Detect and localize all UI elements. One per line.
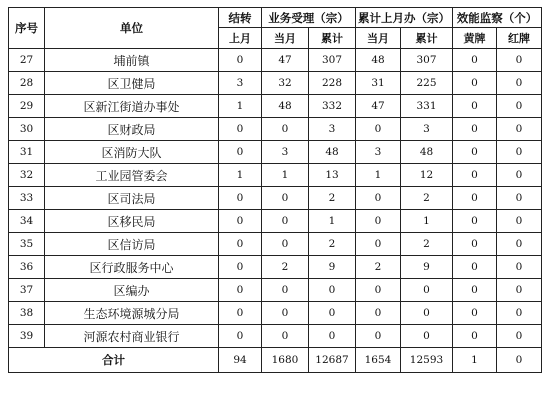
cell-done-cumulative: 2: [401, 233, 453, 256]
subheader-last-month: 上月: [219, 28, 262, 49]
cell-done-this-month: 0: [356, 187, 401, 210]
cell-business-this-month: 0: [262, 210, 309, 233]
cell-done-cumulative: 225: [401, 72, 453, 95]
header-carryover: 结转: [219, 8, 262, 28]
total-yellow-card: 1: [453, 348, 497, 373]
header-row-1: [9, 8, 542, 28]
cell-unit: 河源农村商业银行: [45, 325, 219, 348]
cell-carryover-last-month: 0: [219, 49, 262, 72]
cell-red-card: 0: [497, 279, 542, 302]
cell-business-cumulative: 2: [309, 187, 356, 210]
cell-yellow-card: 0: [453, 141, 497, 164]
cell-seq: 36: [9, 256, 45, 279]
cell-seq: 35: [9, 233, 45, 256]
cell-unit: 区编办: [45, 279, 219, 302]
table-row: [9, 256, 542, 279]
cell-done-cumulative: 12: [401, 164, 453, 187]
total-red-card: 0: [497, 348, 542, 373]
business-report-table: [8, 7, 542, 373]
subheader-red-card: 红牌: [497, 28, 542, 49]
table-row: [9, 187, 542, 210]
cell-business-this-month: 0: [262, 302, 309, 325]
cell-yellow-card: 0: [453, 302, 497, 325]
cell-yellow-card: 0: [453, 256, 497, 279]
cell-seq: 27: [9, 49, 45, 72]
subheader-yellow-card: 黄牌: [453, 28, 497, 49]
cell-seq: 38: [9, 302, 45, 325]
header-accumulated-done: 累计上月办（宗）: [356, 8, 453, 28]
cell-business-this-month: 0: [262, 187, 309, 210]
cell-red-card: 0: [497, 95, 542, 118]
cell-red-card: 0: [497, 256, 542, 279]
cell-red-card: 0: [497, 118, 542, 141]
report-table-container: [8, 7, 542, 373]
cell-carryover-last-month: 0: [219, 118, 262, 141]
cell-unit: 生态环境源城分局: [45, 302, 219, 325]
cell-seq: 32: [9, 164, 45, 187]
cell-business-cumulative: 9: [309, 256, 356, 279]
cell-yellow-card: 0: [453, 72, 497, 95]
header-seq: 序号: [9, 8, 45, 49]
table-row: [9, 95, 542, 118]
table-row: [9, 233, 542, 256]
cell-carryover-last-month: 0: [219, 210, 262, 233]
cell-unit: 区卫健局: [45, 72, 219, 95]
cell-red-card: 0: [497, 72, 542, 95]
cell-yellow-card: 0: [453, 279, 497, 302]
cell-business-this-month: 3: [262, 141, 309, 164]
cell-business-cumulative: 332: [309, 95, 356, 118]
table-row: [9, 164, 542, 187]
cell-business-cumulative: 13: [309, 164, 356, 187]
cell-business-this-month: 47: [262, 49, 309, 72]
cell-carryover-last-month: 0: [219, 187, 262, 210]
cell-business-cumulative: 0: [309, 325, 356, 348]
cell-business-this-month: 0: [262, 325, 309, 348]
subheader-this-month: 当月: [262, 28, 309, 49]
cell-carryover-last-month: 0: [219, 256, 262, 279]
cell-business-cumulative: 307: [309, 49, 356, 72]
cell-business-cumulative: 48: [309, 141, 356, 164]
cell-carryover-last-month: 0: [219, 279, 262, 302]
cell-red-card: 0: [497, 164, 542, 187]
cell-done-cumulative: 0: [401, 302, 453, 325]
cell-carryover-last-month: 0: [219, 233, 262, 256]
cell-red-card: 0: [497, 187, 542, 210]
cell-done-cumulative: 331: [401, 95, 453, 118]
total-row: [9, 348, 542, 373]
header-efficiency: 效能监察（个）: [453, 8, 542, 28]
cell-done-this-month: 3: [356, 141, 401, 164]
cell-business-this-month: 0: [262, 279, 309, 302]
table-row: [9, 302, 542, 325]
cell-done-this-month: 0: [356, 210, 401, 233]
cell-carryover-last-month: 1: [219, 164, 262, 187]
cell-done-this-month: 47: [356, 95, 401, 118]
total-done-this-month: 1654: [356, 348, 401, 373]
total-business-cumulative: 12687: [309, 348, 356, 373]
cell-seq: 30: [9, 118, 45, 141]
cell-yellow-card: 0: [453, 187, 497, 210]
total-business-this-month: 1680: [262, 348, 309, 373]
cell-unit: 区行政服务中心: [45, 256, 219, 279]
cell-seq: 34: [9, 210, 45, 233]
cell-business-cumulative: 0: [309, 302, 356, 325]
cell-yellow-card: 0: [453, 95, 497, 118]
cell-seq: 31: [9, 141, 45, 164]
cell-unit: 区新江街道办事处: [45, 95, 219, 118]
cell-done-cumulative: 307: [401, 49, 453, 72]
cell-done-this-month: 2: [356, 256, 401, 279]
cell-carryover-last-month: 1: [219, 95, 262, 118]
cell-done-this-month: 31: [356, 72, 401, 95]
cell-yellow-card: 0: [453, 210, 497, 233]
cell-done-this-month: 0: [356, 325, 401, 348]
cell-done-cumulative: 9: [401, 256, 453, 279]
cell-done-this-month: 48: [356, 49, 401, 72]
cell-done-this-month: 0: [356, 279, 401, 302]
table-row: [9, 210, 542, 233]
cell-seq: 39: [9, 325, 45, 348]
table-row: [9, 325, 542, 348]
table-row: [9, 118, 542, 141]
cell-business-cumulative: 3: [309, 118, 356, 141]
total-label: 合计: [9, 348, 219, 373]
cell-business-cumulative: 2: [309, 233, 356, 256]
total-done-cumulative: 12593: [401, 348, 453, 373]
cell-carryover-last-month: 3: [219, 72, 262, 95]
cell-unit: 区司法局: [45, 187, 219, 210]
cell-yellow-card: 0: [453, 118, 497, 141]
cell-done-this-month: 1: [356, 164, 401, 187]
cell-done-cumulative: 0: [401, 279, 453, 302]
subheader-cumulative: 累计: [309, 28, 356, 49]
cell-done-this-month: 0: [356, 118, 401, 141]
cell-business-cumulative: 228: [309, 72, 356, 95]
cell-done-cumulative: 48: [401, 141, 453, 164]
cell-business-this-month: 1: [262, 164, 309, 187]
subheader-cumulative-2: 累计: [401, 28, 453, 49]
table-row: [9, 141, 542, 164]
cell-unit: 工业园管委会: [45, 164, 219, 187]
cell-unit: 区移民局: [45, 210, 219, 233]
cell-seq: 37: [9, 279, 45, 302]
cell-business-this-month: 48: [262, 95, 309, 118]
cell-carryover-last-month: 0: [219, 141, 262, 164]
cell-carryover-last-month: 0: [219, 325, 262, 348]
cell-unit: 埔前镇: [45, 49, 219, 72]
cell-business-cumulative: 1: [309, 210, 356, 233]
total-carryover-last-month: 94: [219, 348, 262, 373]
cell-seq: 28: [9, 72, 45, 95]
cell-business-this-month: 32: [262, 72, 309, 95]
cell-business-this-month: 0: [262, 118, 309, 141]
cell-red-card: 0: [497, 302, 542, 325]
cell-business-this-month: 2: [262, 256, 309, 279]
cell-red-card: 0: [497, 141, 542, 164]
subheader-this-month-2: 当月: [356, 28, 401, 49]
cell-seq: 29: [9, 95, 45, 118]
table-row: [9, 279, 542, 302]
cell-unit: 区财政局: [45, 118, 219, 141]
cell-done-this-month: 0: [356, 233, 401, 256]
cell-business-cumulative: 0: [309, 279, 356, 302]
cell-yellow-card: 0: [453, 49, 497, 72]
cell-yellow-card: 0: [453, 233, 497, 256]
cell-carryover-last-month: 0: [219, 302, 262, 325]
cell-done-cumulative: 2: [401, 187, 453, 210]
cell-red-card: 0: [497, 325, 542, 348]
cell-done-cumulative: 0: [401, 325, 453, 348]
header-business: 业务受理（宗）: [262, 8, 356, 28]
cell-done-this-month: 0: [356, 302, 401, 325]
table-row: [9, 49, 542, 72]
cell-yellow-card: 0: [453, 164, 497, 187]
cell-done-cumulative: 1: [401, 210, 453, 233]
table-row: [9, 72, 542, 95]
cell-seq: 33: [9, 187, 45, 210]
cell-red-card: 0: [497, 233, 542, 256]
header-unit: 单位: [45, 8, 219, 49]
cell-unit: 区信访局: [45, 233, 219, 256]
cell-red-card: 0: [497, 49, 542, 72]
cell-unit: 区消防大队: [45, 141, 219, 164]
cell-red-card: 0: [497, 210, 542, 233]
cell-yellow-card: 0: [453, 325, 497, 348]
cell-business-this-month: 0: [262, 233, 309, 256]
cell-done-cumulative: 3: [401, 118, 453, 141]
